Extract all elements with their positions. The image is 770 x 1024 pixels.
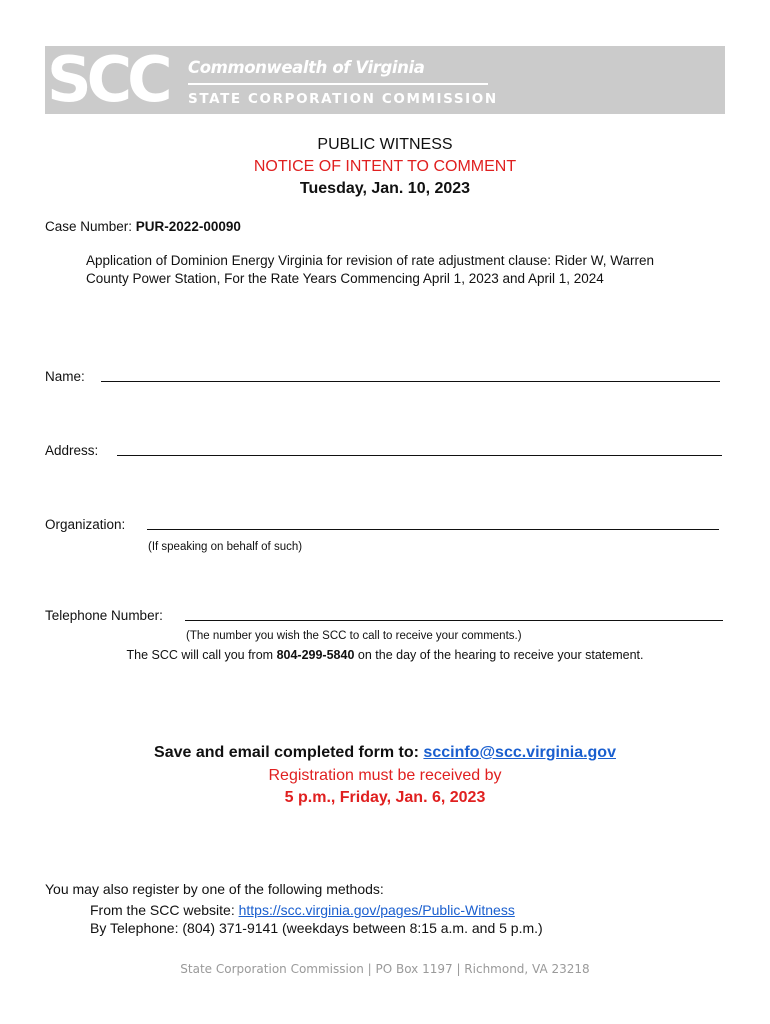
hearing-date: Tuesday, Jan. 10, 2023 [299, 180, 471, 197]
case-number-label: Case Number: [45, 219, 136, 234]
logo-commonwealth-text: Commonwealth of Virginia [188, 58, 425, 77]
email-link[interactable]: sccinfo@scc.virginia.gov [423, 744, 616, 761]
header-banner [45, 43, 725, 116]
registration-deadline: 5 p.m., Friday, Jan. 6, 2023 [284, 789, 486, 806]
website-label: From the SCC website: [90, 902, 239, 918]
name-field[interactable] [101, 369, 720, 382]
registration-notice: Registration must be received by [268, 767, 502, 784]
organization-field[interactable] [147, 517, 719, 530]
address-field[interactable] [117, 443, 722, 456]
notice-subtitle: NOTICE OF INTENT TO COMMENT [253, 158, 517, 175]
logo-divider [188, 83, 488, 85]
hearing-post-text: on the day of the hearing to receive your statement. [354, 648, 644, 662]
hearing-pre-text: The SCC will call you from [126, 648, 277, 662]
telephone-method: By Telephone: (804) 371-9141 (weekdays between 8:15 a.m. and 5 p.m.) [90, 920, 543, 936]
telephone-field[interactable] [185, 608, 723, 621]
save-instructions [0, 744, 770, 762]
telephone-label: Telephone Number: [45, 608, 163, 623]
organization-label: Organization: [45, 517, 126, 532]
telephone-note: (The number you wish the SCC to call to receive your comments.) [186, 630, 522, 642]
page-title: PUBLIC WITNESS [317, 136, 453, 153]
case-number [45, 219, 241, 234]
name-label: Name: [45, 369, 85, 384]
hearing-phone-number: 804-299-5840 [276, 648, 355, 662]
case-description: Application of Dominion Energy Virginia for revision of rate adjustment clause: Rider W, Warren County Power Station, For the Rate Years Commencing April 1, 2023 and April 1, 2024 [86, 253, 655, 286]
logo-scc: SCC [47, 43, 168, 116]
case-number-value: PUR-2022-00090 [135, 219, 241, 234]
save-text: Save and email completed form to: [154, 744, 424, 761]
address-label: Address: [45, 443, 99, 458]
hearing-call-info [0, 648, 770, 662]
footer-address: State Corporation Commission | PO Box 1197 | Richmond, VA 23218 [180, 962, 590, 976]
website-method [90, 902, 515, 918]
website-link[interactable]: https://scc.virginia.gov/pages/Public-Witness [238, 902, 515, 918]
logo-commission-text: STATE CORPORATION COMMISSION [188, 91, 498, 107]
organization-note: (If speaking on behalf of such) [148, 541, 303, 553]
alternatives-intro: You may also register by one of the following methods: [45, 881, 384, 897]
